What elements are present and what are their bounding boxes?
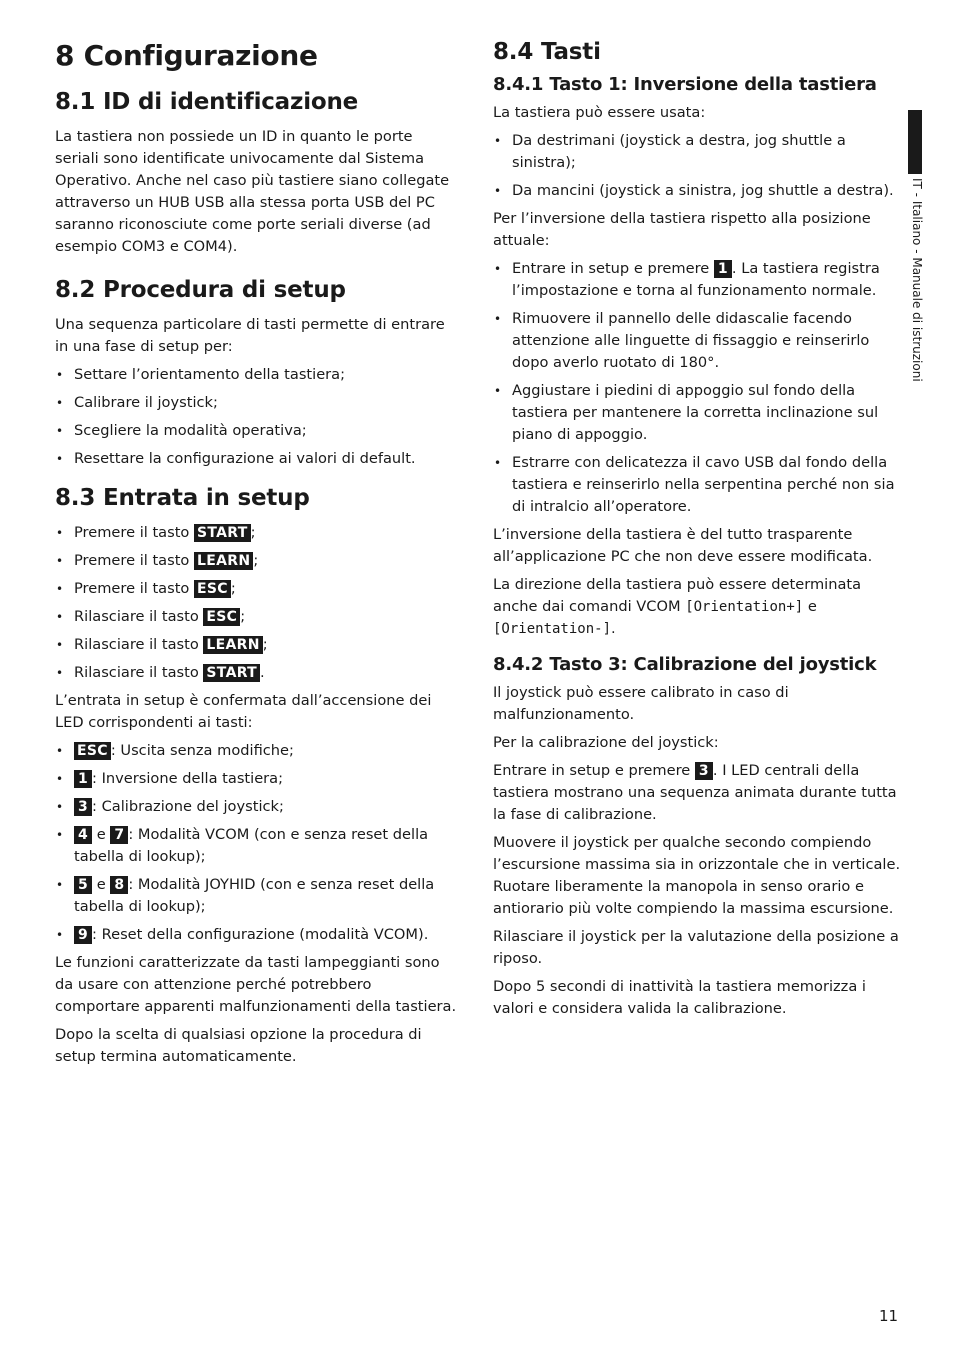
inversion-intro: Per l’inversione della tastiera rispetto alla posizione attuale:: [493, 210, 871, 249]
list-item: • Premere il tasto START ;: [55, 522, 460, 544]
section-8-1-title: 8.1 ID di identificazione: [55, 89, 359, 115]
list-item: • Premere il tasto ESC ;: [55, 578, 460, 600]
list-item: • Settare l’orientamento della tastiera;: [55, 364, 460, 386]
list-item: • 4 e 7 : Modalità VCOM (con e senza reset della tabella di lookup);: [55, 824, 460, 868]
list-item: • Rimuovere il pannello delle didascalie facendo attenzione alle linguette di fissaggio e reinserirlo dopo averlo ruotato di 180°.: [493, 308, 901, 374]
key-3: 3: [695, 762, 713, 780]
calibration-p3: Entrare in setup e premere 3 . I LED centrali della tastiera mostrano una sequenza animata durante tutta la fase di calibrazione.: [493, 762, 897, 823]
list-item: • Da destrimani (joystick a destra, jog shuttle a sinistra);: [493, 130, 901, 174]
usage-intro: La tastiera può essere usata:: [493, 104, 706, 121]
calibration-p4: Muovere il joystick per qualche secondo compiendo l’escursione massima sia in orizzontale che in verticale. Ruotare liberamente la manopola in senso orario e antiorario più volte compiendo la massima escursione.: [493, 834, 901, 917]
esc-key: ESC: [203, 608, 240, 626]
key-3: 3: [74, 798, 92, 816]
list-item: • Estrarre con delicatezza il cavo USB dal fondo della tastiera e reinserirlo nella serpentina perché non sia di intralcio all’operatore.: [493, 452, 901, 518]
transparency-paragraph: L’inversione della tastiera è del tutto trasparente all’applicazione PC che non deve essere modificata.: [493, 526, 873, 565]
section-8-2-title: 8.2 Procedura di setup: [55, 277, 346, 303]
list-item: • Rilasciare il tasto ESC ;: [55, 606, 460, 628]
section-8-4-2-title: 8.4.2 Tasto 3: Calibrazione del joystick: [493, 654, 877, 675]
setup-purpose-list: [55, 364, 460, 470]
blinking-keys-paragraph: Le funzioni caratterizzate da tasti lampeggianti sono da usare con attenzione perché potrebbero comportare apparenti malfunzionamenti della tastiera.: [55, 954, 457, 1015]
esc-key: ESC: [194, 580, 231, 598]
key-7: 7: [110, 826, 128, 844]
direction-paragraph: La direzione della tastiera può essere determinata anche dai comandi VCOM [Orientation+] e [Orientation-].: [493, 576, 862, 637]
calibration-p2: Per la calibrazione del joystick:: [493, 734, 719, 751]
list-item: • Scegliere la modalità operativa;: [55, 420, 460, 442]
list-item: • Rilasciare il tasto START .: [55, 662, 460, 684]
side-tab-marker: [908, 110, 922, 174]
list-item: • Entrare in setup e premere 1 . La tastiera registra l’impostazione e torna al funzionamento normale.: [493, 258, 901, 302]
list-item: • Premere il tasto LEARN ;: [55, 550, 460, 572]
page-number: 11: [879, 1307, 899, 1325]
section-8-1-paragraph: La tastiera non possiede un ID in quanto le porte seriali sono identificate univocamente dal Sistema Operativo. Anche nel caso più tastiere siano collegate attraverso un HUB USB alla stessa porta USB del PC saranno riconosciute come porte seriali diverse (ad esempio COM3 e COM4).: [55, 128, 450, 255]
key-4: 4: [74, 826, 92, 844]
list-item: • 5 e 8 : Modalità JOYHID (con e senza reset della tabella di lookup);: [55, 874, 460, 918]
list-item: • Resettare la configurazione ai valori di default.: [55, 448, 460, 470]
learn-key: LEARN: [194, 552, 253, 570]
left-column: [55, 36, 460, 1074]
section-8-4-title: 8.4 Tasti: [493, 39, 601, 65]
key-8: 8: [110, 876, 128, 894]
key-1: 1: [714, 260, 732, 278]
calibration-p5: Rilasciare il joystick per la valutazione della posizione a riposo.: [493, 928, 899, 967]
learn-key: LEARN: [203, 636, 262, 654]
orientation-minus-command: [Orientation-]: [493, 621, 612, 637]
list-item: • Rilasciare il tasto LEARN ;: [55, 634, 460, 656]
list-item: • Aggiustare i piedini di appoggio sul fondo della tastiera per mantenere la corretta inclinazione sul piano di appoggio.: [493, 380, 901, 446]
side-language-label: IT - Italiano - Manuale di istruzioni: [910, 178, 924, 382]
list-item: • 3 : Calibrazione del joystick;: [55, 796, 460, 818]
setup-end-paragraph: Dopo la scelta di qualsiasi opzione la procedura di setup termina automaticamente.: [55, 1026, 422, 1065]
setup-confirm-paragraph: L’entrata in setup è confermata dall’accensione dei LED corrispondenti ai tasti:: [55, 692, 432, 731]
right-column: [493, 36, 901, 1026]
start-key: START: [203, 664, 260, 682]
list-item: • ESC : Uscita senza modifiche;: [55, 740, 460, 762]
section-8-3-title: 8.3 Entrata in setup: [55, 485, 310, 511]
calibration-p1: Il joystick può essere calibrato in caso di malfunzionamento.: [493, 684, 789, 723]
list-item: • 9 : Reset della configurazione (modalità VCOM).: [55, 924, 460, 946]
usage-list: [493, 130, 901, 202]
section-8-4-1-title: 8.4.1 Tasto 1: Inversione della tastiera: [493, 74, 877, 95]
section-8-2-paragraph: Una sequenza particolare di tasti permette di entrare in una fase di setup per:: [55, 316, 445, 355]
list-item: • Calibrare il joystick;: [55, 392, 460, 414]
start-key: START: [194, 524, 251, 542]
list-item: • 1 : Inversione della tastiera;: [55, 768, 460, 790]
inversion-steps: [493, 258, 901, 518]
list-item: • Da mancini (joystick a sinistra, jog shuttle a destra).: [493, 180, 901, 202]
esc-key: ESC: [74, 742, 111, 760]
orientation-plus-command: [Orientation+]: [685, 599, 804, 615]
chapter-title: 8 Configurazione: [55, 39, 318, 72]
key-5: 5: [74, 876, 92, 894]
key-1: 1: [74, 770, 92, 788]
setup-entry-steps: [55, 522, 460, 684]
setup-options-list: [55, 740, 460, 946]
calibration-p6: Dopo 5 secondi di inattività la tastiera memorizza i valori e considera valida la calibrazione.: [493, 978, 866, 1017]
key-9: 9: [74, 926, 92, 944]
